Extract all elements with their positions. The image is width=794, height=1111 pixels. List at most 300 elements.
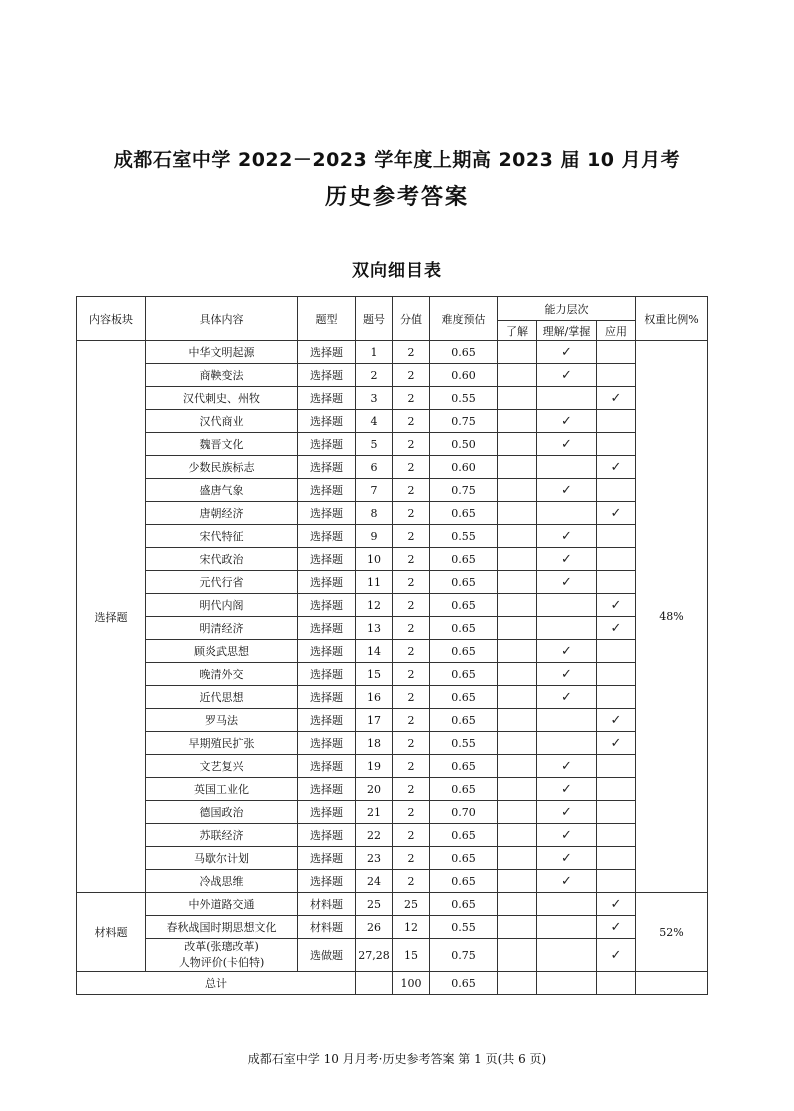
cell-apply — [597, 709, 636, 732]
cell-number: 24 — [356, 870, 393, 893]
table-row — [77, 571, 708, 594]
cell-score: 2 — [393, 548, 430, 571]
cell-number: 8 — [356, 502, 393, 525]
cell-difficulty: 0.75 — [430, 939, 498, 972]
table-row — [77, 755, 708, 778]
cell-comprehend — [537, 778, 597, 801]
cell-type: 选择题 — [298, 617, 356, 640]
check-mark-icon: ✓ — [561, 873, 572, 889]
cell-content: 明代内阁 — [146, 594, 298, 617]
cell-number: 22 — [356, 824, 393, 847]
check-mark-icon: ✓ — [610, 620, 622, 636]
total-apply — [597, 972, 636, 995]
col-header-type: 题型 — [298, 297, 356, 341]
cell-number: 23 — [356, 847, 393, 870]
table-row — [77, 870, 708, 893]
cell-apply — [597, 571, 636, 594]
cell-score: 12 — [393, 916, 430, 939]
cell-apply — [597, 456, 636, 479]
table-row — [77, 847, 708, 870]
table-row — [77, 456, 708, 479]
cell-content-line1: 改革(张璁改革) — [184, 940, 259, 953]
cell-content: 春秋战国时期思想文化 — [146, 916, 298, 939]
cell-apply — [597, 525, 636, 548]
cell-comprehend — [537, 640, 597, 663]
table-row — [77, 548, 708, 571]
col-header-content: 具体内容 — [146, 297, 298, 341]
cell-comprehend — [537, 709, 597, 732]
cell-number: 27,28 — [356, 939, 393, 972]
cell-understand — [498, 525, 537, 548]
cell-comprehend — [537, 571, 597, 594]
cell-understand — [498, 341, 537, 364]
cell-number: 9 — [356, 525, 393, 548]
col-header-ability: 能力层次 — [498, 297, 636, 321]
cell-difficulty: 0.65 — [430, 824, 498, 847]
cell-number: 26 — [356, 916, 393, 939]
cell-number: 12 — [356, 594, 393, 617]
cell-apply — [597, 364, 636, 387]
cell-number: 21 — [356, 801, 393, 824]
cell-difficulty: 0.65 — [430, 870, 498, 893]
cell-difficulty: 0.50 — [430, 433, 498, 456]
table-row — [77, 387, 708, 410]
cell-difficulty: 0.65 — [430, 778, 498, 801]
cell-type: 选择题 — [298, 502, 356, 525]
total-label: 总计 — [77, 972, 356, 995]
cell-difficulty: 0.65 — [430, 686, 498, 709]
cell-apply — [597, 778, 636, 801]
check-mark-icon: ✓ — [610, 735, 622, 751]
check-mark-icon: ✓ — [561, 689, 572, 705]
cell-apply — [597, 870, 636, 893]
cell-content-line2: 人物评价(卡伯特) — [178, 956, 265, 969]
cell-understand — [498, 571, 537, 594]
table-row — [77, 341, 708, 364]
cell-difficulty: 0.65 — [430, 663, 498, 686]
cell-number: 11 — [356, 571, 393, 594]
page-footer: 成都石室中学 10 月月考·历史参考答案 第 1 页(共 6 页) — [247, 1052, 547, 1066]
cell-content: 罗马法 — [146, 709, 298, 732]
cell-understand — [498, 778, 537, 801]
section-material: 材料题 — [77, 893, 146, 972]
check-mark-icon: ✓ — [561, 367, 572, 383]
table-row — [77, 686, 708, 709]
cell-comprehend — [537, 548, 597, 571]
cell-score: 2 — [393, 847, 430, 870]
total-number — [356, 972, 393, 995]
cell-difficulty: 0.60 — [430, 456, 498, 479]
cell-number: 16 — [356, 686, 393, 709]
cell-content: 少数民族标志 — [146, 456, 298, 479]
cell-type: 选择题 — [298, 594, 356, 617]
check-mark-icon: ✓ — [610, 459, 622, 475]
check-mark-icon: ✓ — [561, 850, 572, 866]
table-row — [77, 663, 708, 686]
cell-number: 14 — [356, 640, 393, 663]
total-difficulty: 0.65 — [430, 972, 498, 995]
cell-content: 顾炎武思想 — [146, 640, 298, 663]
cell-understand — [498, 410, 537, 433]
check-mark-icon: ✓ — [610, 505, 622, 521]
cell-difficulty: 0.65 — [430, 594, 498, 617]
table-subtitle: 双向细目表 — [352, 261, 442, 281]
table-row — [77, 594, 708, 617]
cell-content: 元代行省 — [146, 571, 298, 594]
cell-type: 选择题 — [298, 686, 356, 709]
cell-difficulty: 0.65 — [430, 341, 498, 364]
cell-comprehend — [537, 939, 597, 972]
cell-apply — [597, 548, 636, 571]
cell-type: 选择题 — [298, 571, 356, 594]
cell-comprehend — [537, 732, 597, 755]
cell-comprehend — [537, 870, 597, 893]
cell-score: 2 — [393, 732, 430, 755]
col-header-score: 分值 — [393, 297, 430, 341]
col-header-weight: 权重比例% — [636, 297, 708, 341]
cell-comprehend — [537, 502, 597, 525]
cell-content: 苏联经济 — [146, 824, 298, 847]
table-row — [77, 824, 708, 847]
cell-difficulty: 0.75 — [430, 410, 498, 433]
cell-understand — [498, 548, 537, 571]
cell-type: 选择题 — [298, 387, 356, 410]
cell-apply — [597, 617, 636, 640]
cell-score: 25 — [393, 893, 430, 916]
cell-score: 2 — [393, 364, 430, 387]
check-mark-icon: ✓ — [561, 758, 572, 774]
cell-type: 选择题 — [298, 525, 356, 548]
cell-score: 2 — [393, 387, 430, 410]
cell-score: 15 — [393, 939, 430, 972]
cell-content: 宋代政治 — [146, 548, 298, 571]
cell-type: 选择题 — [298, 870, 356, 893]
cell-apply — [597, 502, 636, 525]
cell-comprehend — [537, 433, 597, 456]
cell-understand — [498, 594, 537, 617]
table-row — [77, 778, 708, 801]
cell-type: 选择题 — [298, 410, 356, 433]
cell-type: 选择题 — [298, 824, 356, 847]
cell-apply — [597, 686, 636, 709]
cell-comprehend — [537, 824, 597, 847]
cell-score: 2 — [393, 686, 430, 709]
table-row — [77, 801, 708, 824]
total-row — [77, 972, 708, 995]
cell-comprehend — [537, 456, 597, 479]
cell-score: 2 — [393, 433, 430, 456]
cell-difficulty: 0.75 — [430, 479, 498, 502]
cell-score: 2 — [393, 502, 430, 525]
cell-number: 25 — [356, 893, 393, 916]
cell-number: 19 — [356, 755, 393, 778]
cell-number: 13 — [356, 617, 393, 640]
cell-type: 选择题 — [298, 778, 356, 801]
cell-difficulty: 0.65 — [430, 502, 498, 525]
cell-score: 2 — [393, 870, 430, 893]
cell-content — [146, 939, 298, 972]
table-row — [77, 916, 708, 939]
cell-understand — [498, 663, 537, 686]
cell-understand — [498, 456, 537, 479]
cell-understand — [498, 433, 537, 456]
cell-number: 5 — [356, 433, 393, 456]
spec-table — [76, 296, 708, 995]
cell-number: 6 — [356, 456, 393, 479]
cell-type: 选择题 — [298, 732, 356, 755]
cell-understand — [498, 617, 537, 640]
cell-score: 2 — [393, 594, 430, 617]
cell-score: 2 — [393, 410, 430, 433]
cell-difficulty: 0.70 — [430, 801, 498, 824]
cell-understand — [498, 893, 537, 916]
cell-score: 2 — [393, 617, 430, 640]
table-row — [77, 364, 708, 387]
cell-understand — [498, 387, 537, 410]
cell-score: 2 — [393, 341, 430, 364]
cell-type: 选择题 — [298, 548, 356, 571]
cell-type: 选做题 — [298, 939, 356, 972]
check-mark-icon: ✓ — [561, 344, 572, 360]
table-row — [77, 939, 708, 972]
cell-content: 文艺复兴 — [146, 755, 298, 778]
cell-content: 汉代商业 — [146, 410, 298, 433]
check-mark-icon: ✓ — [610, 947, 622, 963]
cell-understand — [498, 364, 537, 387]
cell-comprehend — [537, 686, 597, 709]
cell-understand — [498, 824, 537, 847]
cell-number: 3 — [356, 387, 393, 410]
cell-apply — [597, 387, 636, 410]
total-score: 100 — [393, 972, 430, 995]
cell-type: 选择题 — [298, 341, 356, 364]
weight-material: 52% — [636, 893, 708, 972]
check-mark-icon: ✓ — [561, 574, 572, 590]
cell-understand — [498, 640, 537, 663]
cell-score: 2 — [393, 755, 430, 778]
cell-score: 2 — [393, 525, 430, 548]
cell-difficulty: 0.65 — [430, 640, 498, 663]
exam-title: 成都石室中学 2022－2023 学年度上期高 2023 届 10 月月考 — [113, 149, 681, 171]
cell-apply — [597, 732, 636, 755]
cell-score: 2 — [393, 571, 430, 594]
cell-content: 马歇尔计划 — [146, 847, 298, 870]
col-header-apply: 应用 — [597, 321, 636, 341]
check-mark-icon: ✓ — [561, 551, 572, 567]
col-header-difficulty: 难度预估 — [430, 297, 498, 341]
cell-understand — [498, 732, 537, 755]
cell-understand — [498, 755, 537, 778]
cell-difficulty: 0.65 — [430, 847, 498, 870]
cell-number: 10 — [356, 548, 393, 571]
cell-content: 盛唐气象 — [146, 479, 298, 502]
cell-difficulty: 0.65 — [430, 755, 498, 778]
check-mark-icon: ✓ — [561, 781, 572, 797]
cell-understand — [498, 502, 537, 525]
check-mark-icon: ✓ — [561, 413, 572, 429]
col-header-number: 题号 — [356, 297, 393, 341]
cell-comprehend — [537, 916, 597, 939]
table-row — [77, 709, 708, 732]
col-header-understand: 了解 — [498, 321, 537, 341]
cell-score: 2 — [393, 778, 430, 801]
cell-difficulty: 0.65 — [430, 893, 498, 916]
table-row — [77, 893, 708, 916]
cell-type: 选择题 — [298, 709, 356, 732]
cell-content: 近代思想 — [146, 686, 298, 709]
cell-comprehend — [537, 847, 597, 870]
cell-content: 冷战思维 — [146, 870, 298, 893]
cell-apply — [597, 663, 636, 686]
cell-difficulty: 0.65 — [430, 709, 498, 732]
cell-score: 2 — [393, 479, 430, 502]
cell-apply — [597, 847, 636, 870]
check-mark-icon: ✓ — [610, 712, 622, 728]
check-mark-icon: ✓ — [610, 919, 622, 935]
cell-difficulty: 0.55 — [430, 916, 498, 939]
cell-score: 2 — [393, 663, 430, 686]
cell-type: 选择题 — [298, 364, 356, 387]
cell-understand — [498, 870, 537, 893]
cell-understand — [498, 801, 537, 824]
cell-understand — [498, 709, 537, 732]
cell-score: 2 — [393, 456, 430, 479]
cell-apply — [597, 594, 636, 617]
check-mark-icon: ✓ — [561, 804, 572, 820]
check-mark-icon: ✓ — [610, 390, 622, 406]
cell-understand — [498, 916, 537, 939]
cell-difficulty: 0.65 — [430, 571, 498, 594]
cell-score: 2 — [393, 801, 430, 824]
cell-apply — [597, 479, 636, 502]
table-row — [77, 732, 708, 755]
cell-type: 选择题 — [298, 663, 356, 686]
cell-comprehend — [537, 410, 597, 433]
cell-understand — [498, 939, 537, 972]
cell-difficulty: 0.55 — [430, 732, 498, 755]
total-understand — [498, 972, 537, 995]
cell-understand — [498, 847, 537, 870]
total-weight — [636, 972, 708, 995]
table-row — [77, 479, 708, 502]
cell-difficulty: 0.65 — [430, 548, 498, 571]
cell-difficulty: 0.55 — [430, 387, 498, 410]
cell-comprehend — [537, 479, 597, 502]
cell-apply — [597, 939, 636, 972]
cell-comprehend — [537, 341, 597, 364]
cell-number: 1 — [356, 341, 393, 364]
cell-comprehend — [537, 801, 597, 824]
cell-content: 中外道路交通 — [146, 893, 298, 916]
cell-number: 18 — [356, 732, 393, 755]
cell-comprehend — [537, 364, 597, 387]
cell-apply — [597, 640, 636, 663]
cell-apply — [597, 755, 636, 778]
cell-content: 中华文明起源 — [146, 341, 298, 364]
cell-content: 德国政治 — [146, 801, 298, 824]
table-row — [77, 502, 708, 525]
cell-apply — [597, 801, 636, 824]
cell-type: 材料题 — [298, 916, 356, 939]
cell-apply — [597, 824, 636, 847]
table-row — [77, 433, 708, 456]
table-row — [77, 410, 708, 433]
document-title: 历史参考答案 — [324, 185, 469, 210]
section-choice: 选择题 — [77, 341, 146, 893]
cell-difficulty: 0.55 — [430, 525, 498, 548]
check-mark-icon: ✓ — [610, 896, 622, 912]
cell-comprehend — [537, 755, 597, 778]
cell-comprehend — [537, 594, 597, 617]
cell-score: 2 — [393, 640, 430, 663]
cell-type: 选择题 — [298, 456, 356, 479]
cell-type: 选择题 — [298, 433, 356, 456]
cell-apply — [597, 341, 636, 364]
cell-difficulty: 0.65 — [430, 617, 498, 640]
cell-type: 选择题 — [298, 755, 356, 778]
cell-comprehend — [537, 617, 597, 640]
cell-comprehend — [537, 525, 597, 548]
cell-content: 汉代刺史、州牧 — [146, 387, 298, 410]
cell-difficulty: 0.60 — [430, 364, 498, 387]
cell-number: 2 — [356, 364, 393, 387]
cell-content: 商鞅变法 — [146, 364, 298, 387]
cell-type: 选择题 — [298, 640, 356, 663]
cell-number: 15 — [356, 663, 393, 686]
cell-content: 魏晋文化 — [146, 433, 298, 456]
cell-number: 17 — [356, 709, 393, 732]
cell-content: 晚清外交 — [146, 663, 298, 686]
cell-content: 明清经济 — [146, 617, 298, 640]
cell-score: 2 — [393, 824, 430, 847]
cell-comprehend — [537, 893, 597, 916]
cell-content: 英国工业化 — [146, 778, 298, 801]
cell-type: 选择题 — [298, 801, 356, 824]
cell-comprehend — [537, 387, 597, 410]
cell-understand — [498, 686, 537, 709]
cell-content: 唐朝经济 — [146, 502, 298, 525]
cell-score: 2 — [393, 709, 430, 732]
check-mark-icon: ✓ — [561, 827, 572, 843]
cell-apply — [597, 410, 636, 433]
cell-type: 选择题 — [298, 479, 356, 502]
cell-apply — [597, 433, 636, 456]
table-row — [77, 617, 708, 640]
table-row — [77, 525, 708, 548]
cell-content: 宋代特征 — [146, 525, 298, 548]
cell-comprehend — [537, 663, 597, 686]
cell-apply — [597, 893, 636, 916]
cell-content: 早期殖民扩张 — [146, 732, 298, 755]
col-header-module: 内容板块 — [77, 297, 146, 341]
cell-number: 4 — [356, 410, 393, 433]
cell-number: 20 — [356, 778, 393, 801]
col-header-comprehend: 理解/掌握 — [537, 321, 597, 341]
check-mark-icon: ✓ — [561, 643, 572, 659]
table-row — [77, 640, 708, 663]
check-mark-icon: ✓ — [561, 666, 572, 682]
cell-type: 材料题 — [298, 893, 356, 916]
check-mark-icon: ✓ — [610, 597, 622, 613]
cell-apply — [597, 916, 636, 939]
cell-number: 7 — [356, 479, 393, 502]
check-mark-icon: ✓ — [561, 482, 572, 498]
cell-understand — [498, 479, 537, 502]
check-mark-icon: ✓ — [561, 528, 572, 544]
total-comprehend — [537, 972, 597, 995]
weight-choice: 48% — [636, 341, 708, 893]
cell-type: 选择题 — [298, 847, 356, 870]
